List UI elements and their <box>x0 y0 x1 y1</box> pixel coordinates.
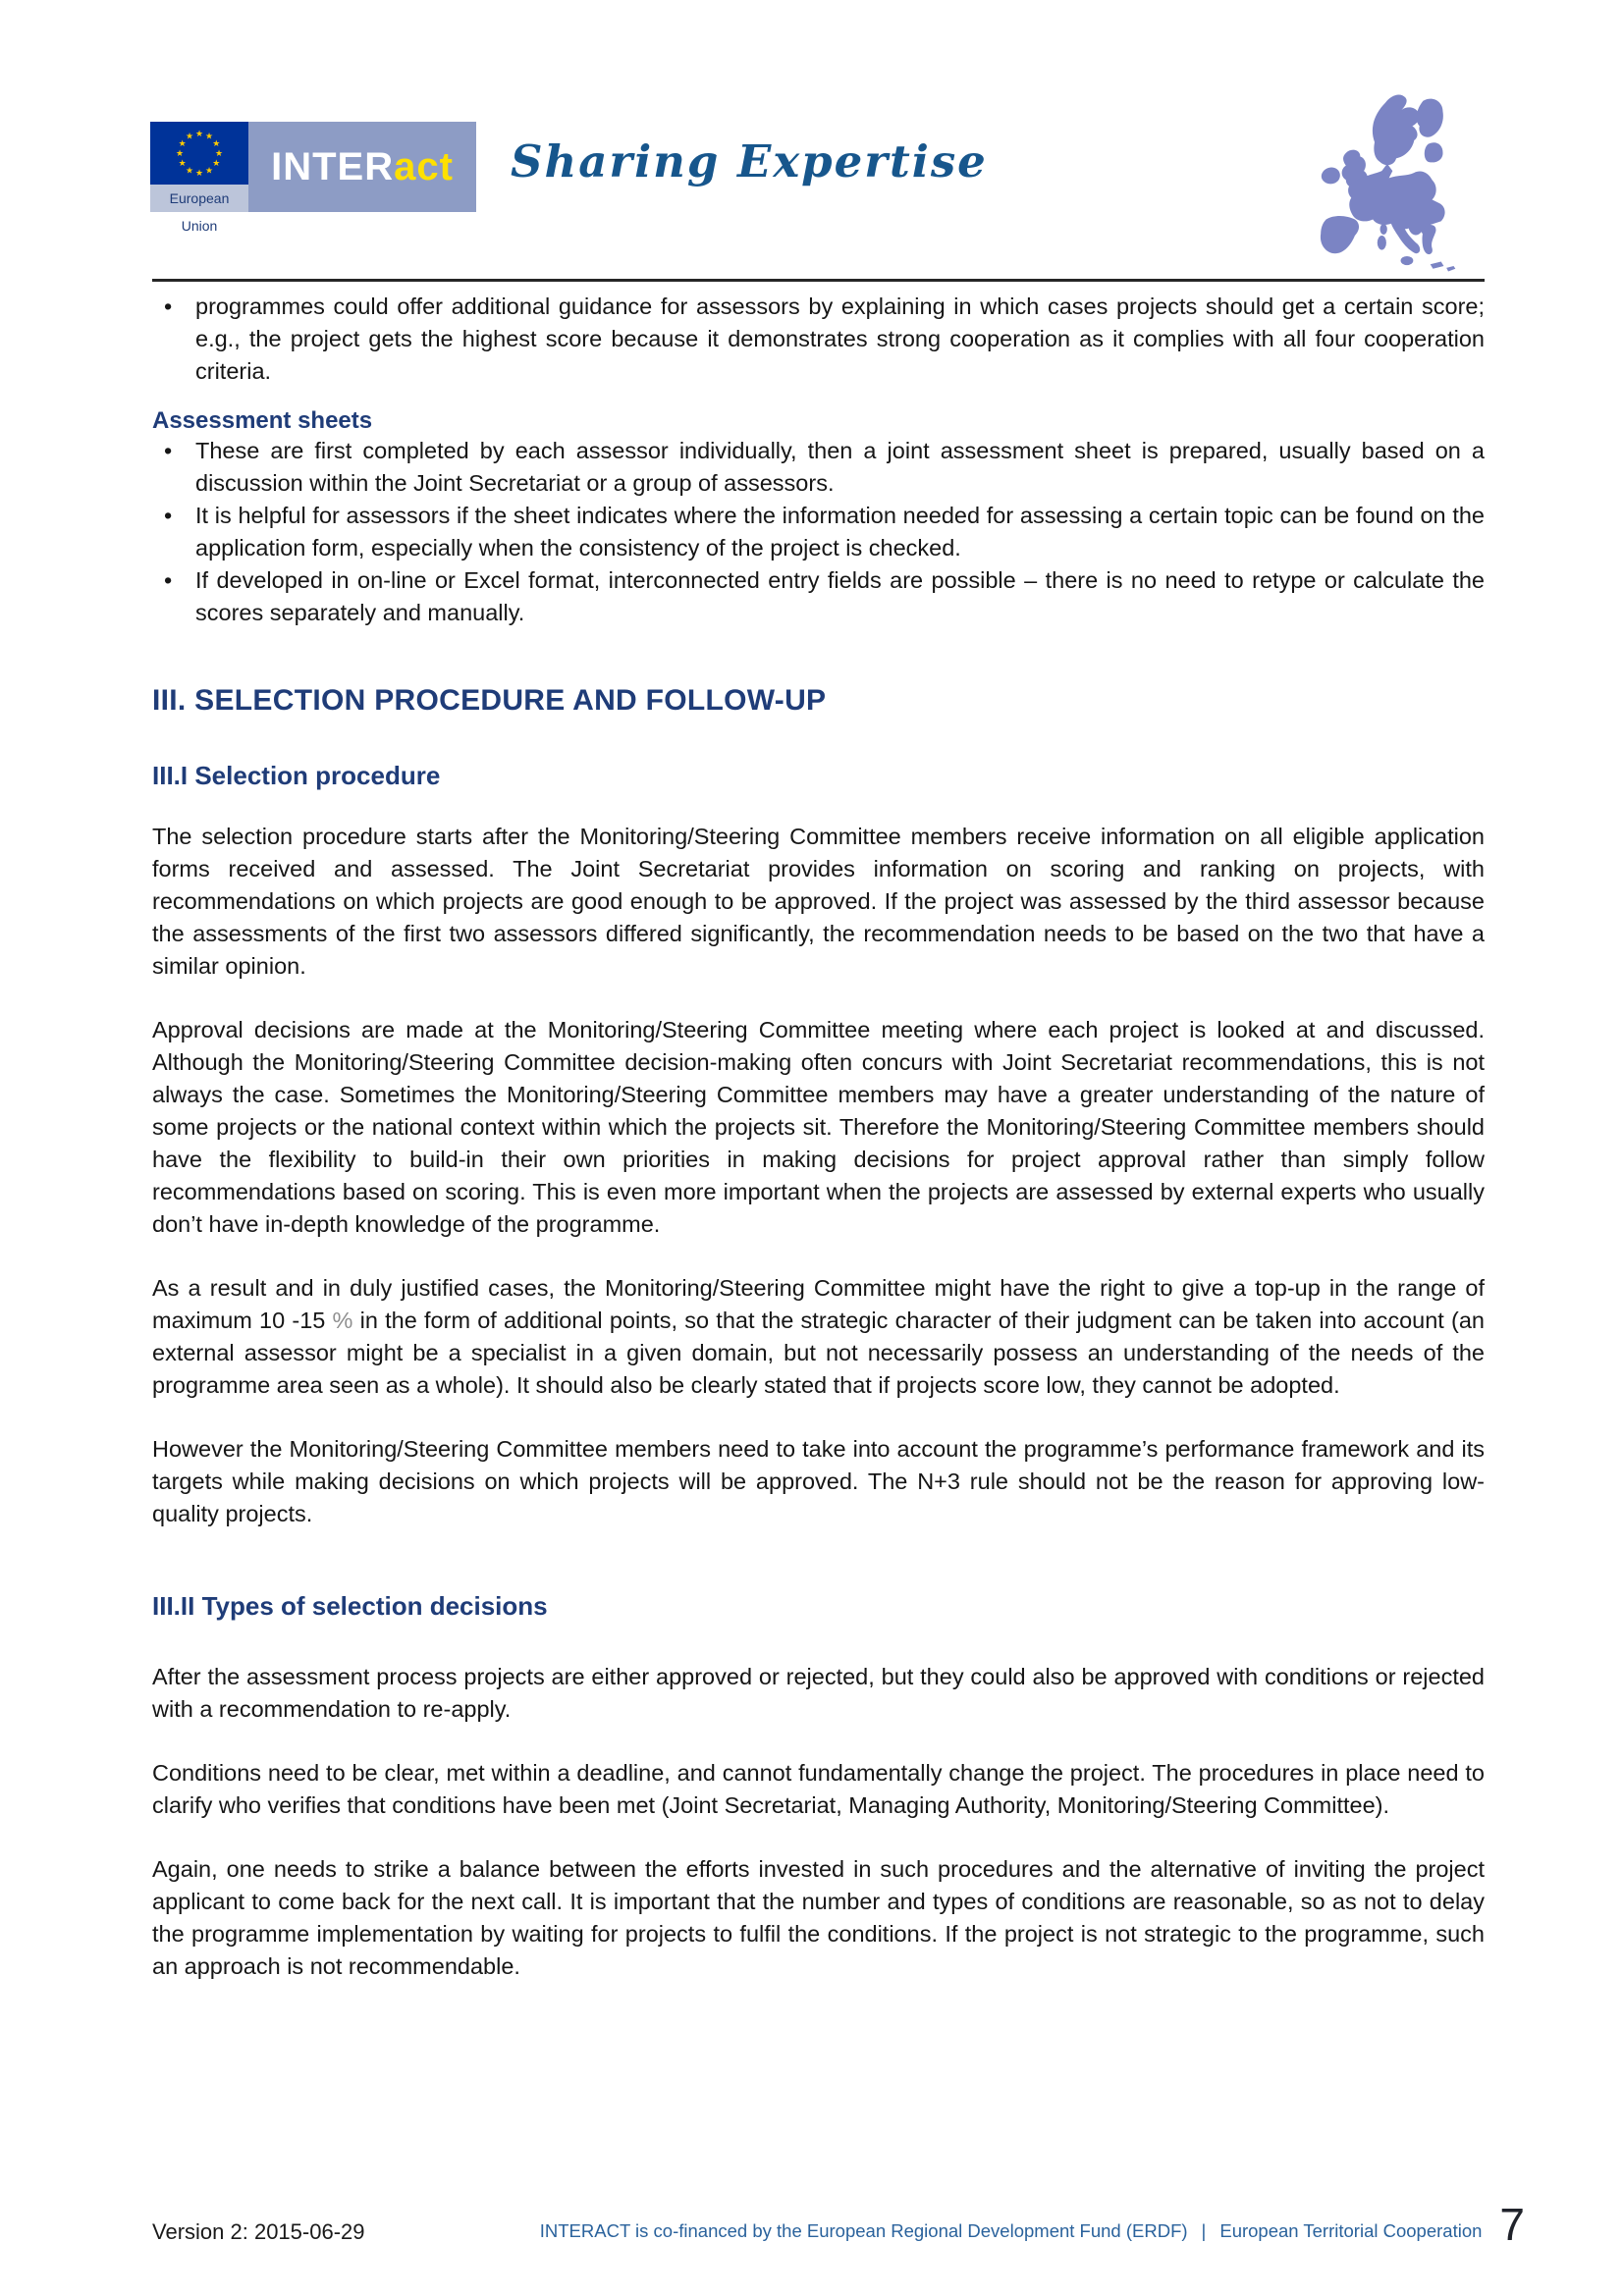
page-number: 7 <box>1499 2199 1525 2250</box>
europe-map-image <box>1294 88 1477 277</box>
svg-text:★: ★ <box>204 166 214 177</box>
version-label: Version 2: 2015-06-29 <box>152 2219 365 2244</box>
list-item: • If developed in on-line or Excel format, interconnected entry fields are possible – there is no need to retype or calculate the scores separately and manually. <box>152 564 1485 629</box>
eu-flag-label: European Union <box>150 185 248 212</box>
list-item: • It is helpful for assessors if the sheet indicates where the information needed for assessing a certain topic can be found on the application form, especially when the consistency of the project is checked. <box>152 500 1485 564</box>
subsection-title-types-of-selection-decisions: III.II Types of selection decisions <box>152 1591 548 1621</box>
cofinance-note <box>540 2216 1483 2246</box>
paragraph: Approval decisions are made at the Monitoring/Steering Committee meeting where each project is looked at and discussed. Although the Monitoring/Steering Committee decision-making often concurs with Joint Secretariat recommendations, this is not always the case. Sometimes the Monitoring/Steering Committee members may have a greater understanding of the nature of some projects or the national context within which the projects sit. Therefore the Monitoring/Steering Committee members should have the flexibility to build-in their own priorities in making decisions for project approval rather than simply follow recommendations based on scoring. This is even more important when the projects are assessed by external experts who usually don’t have in-depth knowledge of the programme. <box>152 1017 1485 1237</box>
paragraph: After the assessment process projects are either approved or rejected, but they could also be approved with conditions or rejected with a recommendation to re-apply. <box>152 1664 1485 1722</box>
paragraph-text: As a result and in duly justified cases, the Monitoring/Steering Committee might have the right to give a top-up in the range of maximum 10 -15 <box>152 1275 1485 1333</box>
svg-text:★: ★ <box>214 149 224 159</box>
territorial-text: European Territorial Cooperation <box>1219 2219 1483 2241</box>
svg-text:★: ★ <box>212 159 221 169</box>
footer-right-group <box>539 2199 1525 2250</box>
paragraph: Conditions need to be clear, met within a deadline, and cannot fundamentally change the project. The procedures in place need to clarify who verifies that conditions have been met (Joint Secretariat, Managing Authority, Monitoring/Steering Committee). <box>152 1760 1485 1818</box>
svg-text:★: ★ <box>178 159 187 169</box>
interact-logo-act: act <box>394 144 454 188</box>
interact-logo-inter: INTER <box>271 144 395 188</box>
paragraph: However the Monitoring/Steering Committee members need to take into account the programme’s performance framework and its targets while making decisions on which projects will be approved. The N+3 rule should not be the reason for approving low-quality projects. <box>152 1436 1485 1526</box>
svg-text:★: ★ <box>175 149 185 159</box>
svg-text:★: ★ <box>194 130 204 139</box>
interact-logo <box>248 122 476 212</box>
intro-bullet-list <box>152 291 1485 388</box>
svg-text:★: ★ <box>212 139 221 149</box>
svg-text:★: ★ <box>185 166 194 177</box>
eu-flag-logo <box>150 122 248 185</box>
paragraph <box>152 1272 1485 1402</box>
assessment-sheets-heading: Assessment sheets <box>152 407 373 434</box>
list-item: • programmes could offer additional guidance for assessors by explaining in which cases projects should get a certain score; e.g., the project gets the highest score because it demonstrates strong cooperation as it complies with all four cooperation criteria. <box>152 291 1485 388</box>
cofinance-text: INTERACT is co-financed by the European Regional Development Fund (ERDF) <box>539 2219 1188 2241</box>
assessment-bullet-list <box>152 435 1485 629</box>
subsection-title-selection-procedure: III.I Selection procedure <box>152 761 441 790</box>
page-footer <box>152 2199 1525 2250</box>
footer-separator: | <box>1201 2219 1207 2241</box>
eu-stars-icon <box>150 122 248 185</box>
list-item: • These are first completed by each assessor individually, then a joint assessment sheet is prepared, usually based on a discussion within the Joint Secretariat or a group of assessors. <box>152 435 1485 500</box>
paragraph: The selection procedure starts after the Monitoring/Steering Committee members receive information on all eligible application forms received and assessed. The Joint Secretariat provides information on scoring and ranking on projects, with recommendations on which projects are good enough to be approved. If the project was assessed by the third assessor because the assessments of the first two assessors differed significantly, the recommendation needs to be based on the two that have a similar opinion. <box>152 824 1485 979</box>
svg-text:★: ★ <box>178 139 187 149</box>
tagline: Sharing Expertise <box>511 135 988 187</box>
svg-text:★: ★ <box>194 169 204 179</box>
document-content <box>152 291 1485 1983</box>
paragraph: Again, one needs to strike a balance between the efforts invested in such procedures and the alternative of inviting the project applicant to come back for the next call. It is important that the number and types of conditions are reasonable, so as not to delay the programme implementation by waiting for projects to fulfil the conditions. If the project is not strategic to the programme, such an approach is not recommendable. <box>152 1856 1485 1979</box>
section-title: III. SELECTION PROCEDURE AND FOLLOW-UP <box>152 684 827 717</box>
europe-map-icon <box>1294 88 1477 277</box>
svg-text:★: ★ <box>204 132 214 142</box>
percent-sign: % <box>332 1308 353 1333</box>
paragraph-text: in the form of additional points, so that the strategic character of their judgment can be taken into account (an external assessor might be a specialist in a given domain, but not necessarily possess an understanding of the needs of the programme area seen as a whole). It should also be clearly stated that if projects score low, they cannot be adopted. <box>152 1308 1485 1398</box>
header-divider <box>152 279 1485 282</box>
svg-text:★: ★ <box>185 132 194 142</box>
